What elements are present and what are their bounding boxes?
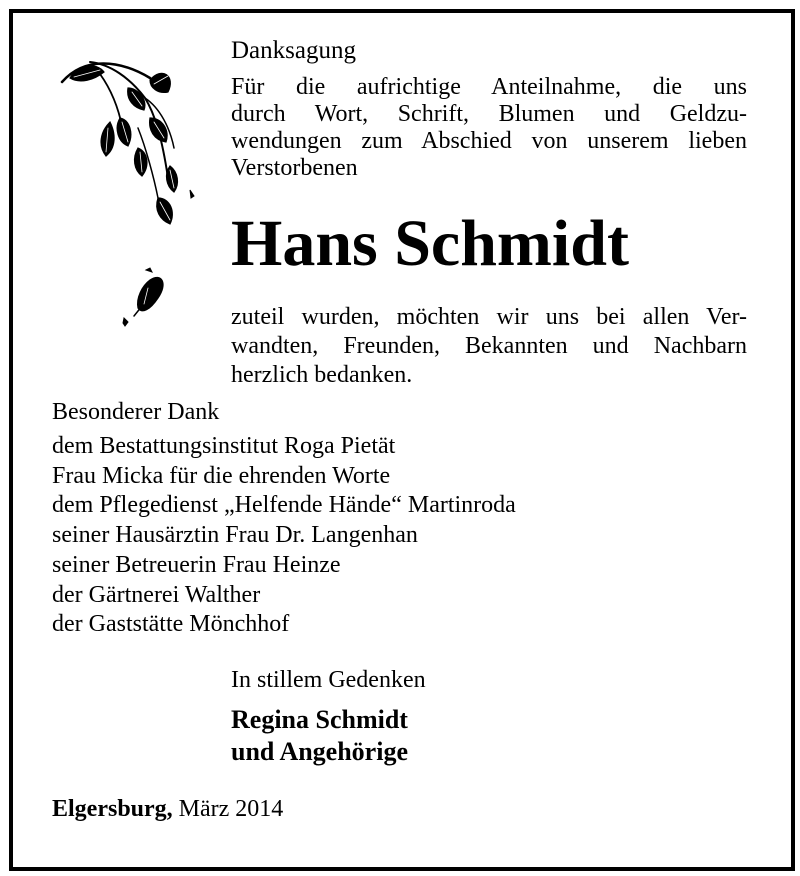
notice-heading: Danksagung <box>231 37 356 64</box>
intro-text <box>231 74 747 182</box>
signer-name: Regina Schmidt <box>231 705 408 734</box>
signer-relatives: und Angehörige <box>231 737 408 766</box>
list-item: seiner Hausärztin Frau Dr. Langenhan <box>52 522 418 549</box>
intro-line: wendungen zum Abschied von unserem lieben <box>231 128 747 154</box>
intro-line: Verstorbenen <box>231 155 358 181</box>
intro-line: Für die aufrichtige Anteilnahme, die uns <box>231 74 747 100</box>
signers <box>231 704 408 768</box>
special-thanks-title: Besonderer Dank <box>52 399 220 425</box>
birch-branch-icon <box>50 48 210 348</box>
notice-date: März 2014 <box>178 796 284 822</box>
place-date <box>52 795 283 824</box>
list-item: seiner Betreuerin Frau Heinze <box>52 551 341 578</box>
deceased-name: Hans Schmidt <box>231 207 629 280</box>
list-item: dem Bestattungsinstitut Roga Pietät <box>52 433 396 459</box>
list-item: Frau Micka für die ehrenden Worte <box>52 462 391 489</box>
list-item: der Gaststätte Mönchhof <box>52 611 290 638</box>
thanks-line: herzlich bedanken. <box>231 362 413 388</box>
list-item: dem Pflegedienst „Helfende Hände“ Martinroda <box>52 492 516 519</box>
thanks-line: zuteil wurden, möchten wir uns bei allen Ver- <box>231 304 747 330</box>
special-thanks-list <box>52 432 516 640</box>
place-town: Elgersburg, <box>52 796 173 822</box>
thanks-line: wandten, Freunden, Bekannten und Nachbarn <box>231 333 747 359</box>
intro-line: durch Wort, Schrift, Blumen und Geldzu- <box>231 101 747 127</box>
list-item: der Gärtnerei Walther <box>52 581 261 608</box>
memory-line: In stillem Gedenken <box>231 667 426 693</box>
thanks-text <box>231 303 747 390</box>
